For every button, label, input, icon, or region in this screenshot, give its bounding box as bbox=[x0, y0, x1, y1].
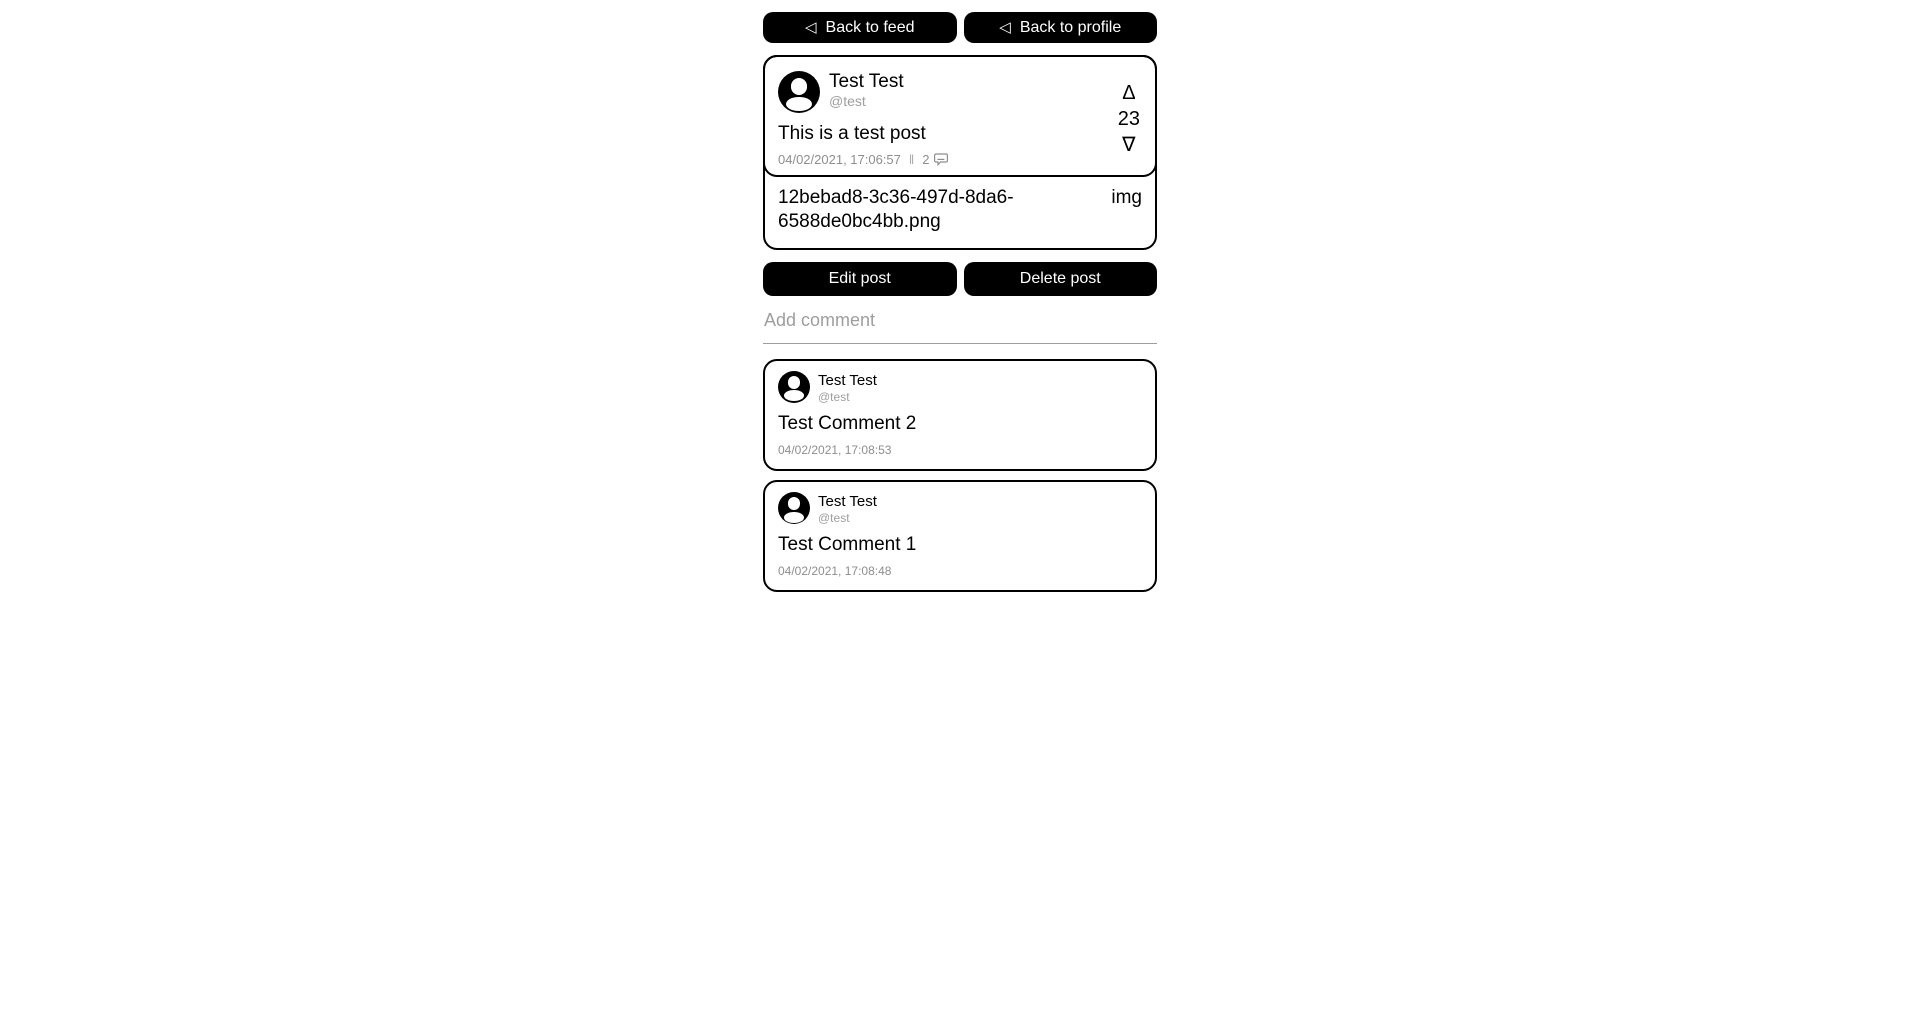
add-comment-input[interactable] bbox=[763, 304, 1157, 344]
comment-text: Test Comment 2 bbox=[778, 413, 917, 435]
comment-timestamp: 04/02/2021, 17:08:53 bbox=[778, 443, 892, 458]
attachment-filename: 12bebad8-3c36-497d-8da6-6588de0bc4bb.png bbox=[778, 187, 1014, 233]
add-comment-section bbox=[763, 304, 1157, 344]
attachment-type-label: img bbox=[1111, 187, 1142, 208]
upvote-button[interactable]: Δ bbox=[1122, 81, 1136, 104]
post-text: This is a test post bbox=[778, 123, 926, 144]
nav-button-row bbox=[763, 12, 1157, 43]
post-action-row bbox=[763, 262, 1157, 296]
delete-post-button[interactable] bbox=[964, 262, 1158, 296]
comment-author-header bbox=[778, 371, 1142, 404]
comment-author-handle: @test bbox=[818, 511, 850, 526]
comment-timestamp: 04/02/2021, 17:08:48 bbox=[778, 564, 892, 579]
comment-count-group bbox=[922, 152, 947, 167]
back-left-triangle-icon: ◁ bbox=[999, 19, 1011, 36]
edit-post-label: Edit post bbox=[828, 269, 891, 287]
vote-score: 23 bbox=[1117, 107, 1140, 130]
comment-card bbox=[763, 359, 1157, 471]
comment-author-names bbox=[818, 492, 877, 525]
back-to-feed-button[interactable] bbox=[763, 12, 957, 43]
post-content bbox=[778, 71, 948, 167]
post-card bbox=[763, 55, 1157, 250]
back-left-triangle-icon: ◁ bbox=[805, 19, 817, 36]
post-author-header bbox=[778, 71, 948, 113]
user-avatar-icon bbox=[778, 71, 820, 113]
author-handle: @test bbox=[829, 93, 866, 110]
comment-text: Test Comment 1 bbox=[778, 534, 917, 556]
comment-count: 2 bbox=[922, 152, 930, 167]
back-to-profile-button[interactable] bbox=[964, 12, 1158, 43]
comment-author-handle: @test bbox=[818, 389, 850, 404]
comment-author-name: Test Test bbox=[818, 493, 877, 511]
edit-post-button[interactable] bbox=[763, 262, 957, 296]
comment-bubble-icon bbox=[934, 153, 948, 166]
post-timestamp: 04/02/2021, 17:06:57 bbox=[778, 152, 901, 167]
back-to-profile-label: Back to profile bbox=[1019, 18, 1122, 36]
post-meta-row bbox=[778, 152, 948, 167]
user-avatar-icon bbox=[778, 371, 810, 403]
comment-card bbox=[763, 480, 1157, 592]
author-name: Test Test bbox=[829, 71, 904, 92]
delete-post-label: Delete post bbox=[1019, 269, 1101, 287]
post-main-section bbox=[763, 55, 1157, 177]
comment-author-header bbox=[778, 492, 1142, 525]
downvote-button[interactable]: ∇ bbox=[1122, 133, 1136, 156]
attachment-item[interactable] bbox=[765, 177, 1155, 248]
user-avatar-icon bbox=[778, 492, 810, 524]
comment-author-names bbox=[818, 371, 877, 404]
comment-list bbox=[763, 359, 1157, 593]
comment-author-name: Test Test bbox=[818, 371, 877, 389]
vote-column bbox=[1116, 71, 1142, 167]
meta-separator: ‖ bbox=[908, 152, 915, 167]
post-detail-page bbox=[763, 0, 1157, 592]
post-author-names bbox=[829, 71, 904, 113]
back-to-feed-label: Back to feed bbox=[825, 18, 915, 36]
